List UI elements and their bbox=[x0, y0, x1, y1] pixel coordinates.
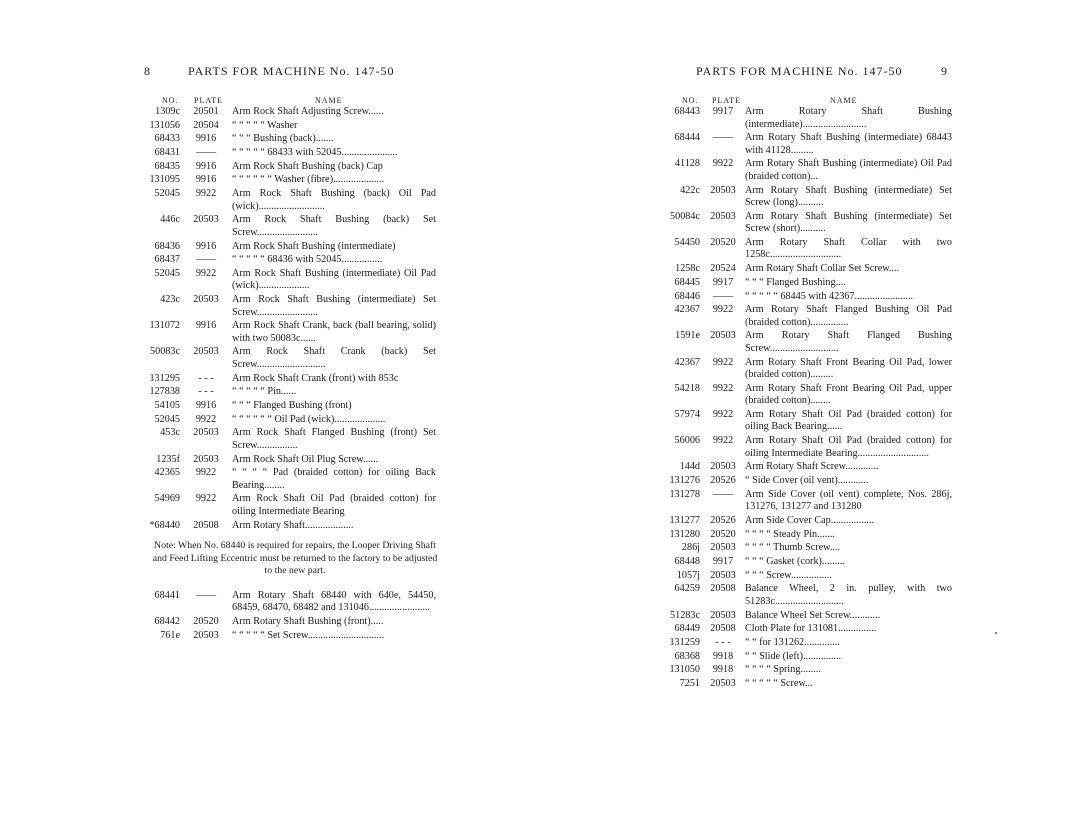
plate-number: 20503 bbox=[710, 569, 736, 581]
part-number: 131072 bbox=[149, 320, 180, 332]
part-number: 131095 bbox=[149, 174, 180, 186]
plate-number: 20503 bbox=[710, 461, 736, 473]
part-name: “ “ “ Screw................ bbox=[745, 569, 832, 581]
parts-list-entry bbox=[140, 373, 436, 386]
plate-number: 20526 bbox=[710, 475, 736, 486]
part-number: 42365 bbox=[154, 467, 180, 479]
parts-list-entry bbox=[660, 304, 952, 329]
part-number: 68446 bbox=[674, 290, 700, 302]
parts-list-entry bbox=[660, 132, 952, 157]
parts-list-entry bbox=[660, 623, 952, 636]
parts-list-entry bbox=[140, 106, 436, 119]
plate-number: 9916 bbox=[195, 160, 217, 172]
part-name: Arm Rotary Shaft Front Bearing Oil Pad, upper (braided cotton)........ bbox=[745, 382, 952, 407]
parts-list-entry bbox=[660, 106, 952, 131]
parts-list-entry bbox=[660, 651, 952, 664]
part-name: Arm Rotary Shaft Bushing (front)..... bbox=[232, 615, 384, 627]
parts-list-entry bbox=[660, 211, 952, 236]
part-number: 54218 bbox=[674, 382, 700, 394]
plate-number: 20520 bbox=[710, 528, 736, 540]
plate-number: 20501 bbox=[193, 106, 219, 117]
part-name: “ “ “ “ “ Pin...... bbox=[232, 386, 297, 398]
scan-speck bbox=[995, 632, 997, 634]
plate-number: 20503 bbox=[193, 629, 219, 641]
plate-number: 9922 bbox=[712, 408, 734, 420]
plate-number: 20508 bbox=[710, 623, 736, 635]
part-name: Arm Rock Shaft Bushing (back) Set Screw........................ bbox=[232, 214, 436, 238]
part-name: Arm Rotary Shaft Collar with two 1258c............................ bbox=[745, 236, 952, 261]
part-number: 68444 bbox=[674, 132, 700, 144]
plate-number: —— bbox=[712, 290, 734, 302]
part-number: 68433 bbox=[154, 133, 180, 145]
part-number: 68449 bbox=[674, 623, 700, 635]
plate-number: 9922 bbox=[712, 356, 734, 368]
part-number: 1235f bbox=[156, 453, 180, 465]
plate-number: 20503 bbox=[710, 609, 736, 621]
part-number: 56006 bbox=[674, 435, 700, 447]
parts-list-entry bbox=[660, 277, 952, 290]
part-number: 68448 bbox=[674, 555, 700, 567]
parts-list-entry bbox=[140, 294, 436, 319]
parts-list-entry bbox=[140, 174, 436, 187]
plate-number: - - - bbox=[198, 386, 214, 398]
parts-list-entry bbox=[140, 616, 436, 629]
part-number: 131277 bbox=[669, 514, 700, 526]
plate-number: —— bbox=[712, 488, 734, 500]
part-name: Arm Rotary Shaft 68440 with 640e, 54450, 68459, 68470, 68482 and 131046........................ bbox=[232, 589, 436, 614]
part-name: Arm Rotary Shaft Collar Set Screw.... bbox=[745, 263, 900, 275]
part-number: 453c bbox=[160, 427, 180, 439]
part-number: 68435 bbox=[154, 160, 180, 172]
part-number: 68443 bbox=[674, 106, 700, 117]
parts-list-entry bbox=[140, 414, 436, 427]
part-name: Arm Rock Shaft Oil Plug Screw...... bbox=[232, 453, 379, 465]
part-name: “ “ “ “ “ 68436 with 52045................ bbox=[232, 254, 383, 266]
part-number: 144d bbox=[679, 461, 700, 473]
plate-number: 20503 bbox=[193, 346, 219, 358]
plate-number: 9917 bbox=[712, 555, 734, 567]
part-name: Arm Side Cover Cap................. bbox=[745, 514, 875, 526]
part-name: Arm Rotary Shaft Bushing (intermediate) Set Screw (long).......... bbox=[745, 184, 952, 209]
part-name: Arm Rotary Shaft Bushing (intermediate) Oil Pad (braided cotton)... bbox=[745, 158, 952, 182]
part-name: Arm Rotary Shaft Oil Pad (braided cotton) for oiling Back Bearing...... bbox=[745, 408, 952, 433]
part-number: 68437 bbox=[154, 254, 180, 266]
part-number: 42367 bbox=[674, 304, 700, 316]
part-name: Arm Rotary Shaft Front Bearing Oil Pad, lower (braided cotton)......... bbox=[745, 356, 952, 381]
parts-list-entry bbox=[660, 357, 952, 382]
part-number: 1309c bbox=[155, 106, 180, 117]
plate-number: 9916 bbox=[195, 133, 217, 145]
part-number: 286j bbox=[681, 542, 700, 554]
plate-number: 9916 bbox=[195, 320, 217, 332]
plate-number: 9922 bbox=[195, 413, 217, 425]
page-number-text: 9 bbox=[941, 64, 948, 78]
plate-number: 20504 bbox=[193, 119, 219, 131]
part-name: “ “ “ Gasket (cork)......... bbox=[745, 555, 845, 567]
part-name: “ “ “ “ “ “ Washer (fibre).................... bbox=[232, 174, 385, 186]
part-number: 51283c bbox=[670, 609, 700, 621]
parts-list-entry bbox=[140, 214, 436, 239]
part-name: “ “ “ Flanged Bushing (front) bbox=[232, 400, 352, 411]
plate-number: 9922 bbox=[195, 267, 217, 279]
part-name: Arm Rock Shaft Crank (front) with 853c bbox=[232, 372, 399, 384]
parts-list-entry bbox=[660, 556, 952, 569]
column-header-name: NAME bbox=[830, 96, 858, 105]
part-name: Arm Rotary Shaft Flanged Bushing Screw........................... bbox=[745, 330, 952, 354]
parts-list-entry bbox=[140, 386, 436, 399]
parts-list-entry bbox=[660, 237, 952, 262]
plate-number: 20503 bbox=[193, 453, 219, 465]
part-name: Arm Rotary Shaft Bushing (intermediate) 68443 with 41128......... bbox=[745, 132, 952, 156]
part-number: *68440 bbox=[149, 519, 180, 531]
part-number: 52045 bbox=[154, 413, 180, 425]
part-number: 761e bbox=[160, 629, 180, 641]
part-number: 52045 bbox=[154, 188, 180, 200]
plate-number: —— bbox=[195, 147, 217, 159]
part-number: 54105 bbox=[154, 400, 180, 411]
parts-list-entry bbox=[660, 435, 952, 460]
plate-number: 20503 bbox=[193, 294, 219, 306]
column-header-no: NO. bbox=[162, 96, 179, 105]
running-head: PARTS FOR MACHINE No. 147-50 bbox=[696, 64, 903, 78]
plate-number: —— bbox=[712, 132, 734, 144]
parts-list-entry bbox=[140, 400, 436, 413]
part-name: “ “ “ “ Spring........ bbox=[745, 664, 821, 676]
part-name: Arm Rock Shaft Bushing (back) Oil Pad (wick).......................... bbox=[232, 188, 436, 212]
parts-list-entry bbox=[660, 570, 952, 583]
part-name: “ “ for 131262.............. bbox=[745, 636, 840, 648]
part-number: 422c bbox=[680, 184, 700, 196]
plate-number: 20503 bbox=[710, 677, 736, 689]
parts-list-entry bbox=[140, 540, 436, 578]
part-number: 131280 bbox=[669, 528, 700, 540]
part-name: Arm Rock Shaft Crank (back) Set Screw........................... bbox=[232, 346, 436, 370]
parts-list-entry bbox=[140, 241, 436, 254]
part-number: 423c bbox=[160, 294, 180, 306]
part-number: 68445 bbox=[674, 276, 700, 288]
part-number: 446c bbox=[160, 214, 180, 226]
part-number: 131295 bbox=[149, 372, 180, 384]
plate-number: 9916 bbox=[195, 400, 217, 411]
part-name: Arm Rotary Shaft Bushing (intermediate) Set Screw (short).......... bbox=[745, 210, 952, 235]
plate-number: 9922 bbox=[195, 188, 217, 200]
parts-list bbox=[660, 106, 952, 692]
part-name: “ “ “ “ Thumb Screw.... bbox=[745, 542, 841, 554]
part-number: 68368 bbox=[674, 650, 700, 662]
parts-list-entry bbox=[660, 475, 952, 488]
plate-number: 9922 bbox=[712, 435, 734, 447]
part-name: “ “ Slide (left)............... bbox=[745, 650, 842, 662]
repair-note: Note: When No. 68440 is required for repairs, the Looper Driving Shaft and Feed Lifting Eccentric must be returned to the factory to be adjusted to the new part. bbox=[152, 540, 438, 577]
parts-list-entry bbox=[660, 383, 952, 408]
part-name: “ Side Cover (oil vent)............ bbox=[745, 475, 869, 486]
plate-number: —— bbox=[195, 589, 217, 601]
plate-number: 20503 bbox=[193, 427, 219, 439]
part-number: 42367 bbox=[674, 356, 700, 368]
part-name: Arm Rotary Shaft Bushing (intermediate)......................... bbox=[745, 106, 952, 130]
part-name: “ “ “ “ “ Screw... bbox=[745, 677, 813, 689]
parts-list-entry bbox=[140, 493, 436, 518]
plate-number: 20503 bbox=[710, 184, 736, 196]
plate-number: - - - bbox=[198, 372, 214, 384]
parts-list-entry bbox=[660, 330, 952, 355]
part-name: Arm Rock Shaft Bushing (intermediate) Set Screw........................ bbox=[232, 294, 436, 318]
part-name: “ “ “ “ “ “ Oil Pad (wick).................... bbox=[232, 413, 386, 425]
parts-list-entry bbox=[660, 409, 952, 434]
parts-list-entry bbox=[660, 263, 952, 276]
parts-list-entry bbox=[660, 542, 952, 555]
plate-number: 9922 bbox=[712, 304, 734, 316]
plate-number: 9917 bbox=[712, 106, 734, 117]
part-name: “ “ “ “ “ Washer bbox=[232, 119, 298, 131]
parts-list-entry bbox=[140, 467, 436, 492]
parts-list-entry bbox=[140, 427, 436, 452]
parts-list-entry bbox=[660, 158, 952, 183]
part-number: 131259 bbox=[669, 636, 700, 648]
parts-list-entry bbox=[140, 188, 436, 213]
plate-number: 20508 bbox=[193, 519, 219, 531]
plate-number: 20503 bbox=[710, 542, 736, 554]
plate-number: 9916 bbox=[195, 174, 217, 186]
part-name: Arm Rotary Shaft................... bbox=[232, 519, 354, 531]
running-head: PARTS FOR MACHINE No. 147-50 bbox=[188, 64, 395, 78]
part-name: Arm Rock Shaft Bushing (intermediate) Oil Pad (wick).................... bbox=[232, 267, 436, 292]
part-number: 68436 bbox=[154, 240, 180, 252]
part-number: 41128 bbox=[674, 158, 700, 170]
part-number: 68431 bbox=[154, 147, 180, 159]
parts-list-entry bbox=[140, 147, 436, 160]
part-name: Arm Rock Shaft Bushing (back) Cap bbox=[232, 160, 383, 172]
part-name: “ “ “ “ “ 68445 with 42367....................... bbox=[745, 290, 914, 302]
parts-list-entry bbox=[660, 461, 952, 474]
part-number: 131278 bbox=[669, 488, 700, 500]
column-header-plate: PLATE bbox=[712, 96, 741, 105]
plate-number: - - - bbox=[715, 636, 731, 648]
part-name: “ “ “ Flanged Bushing.... bbox=[745, 276, 846, 288]
parts-list-entry bbox=[660, 637, 952, 650]
part-number: 68441 bbox=[154, 589, 180, 601]
part-name: Arm Rock Shaft Bushing (intermediate) bbox=[232, 240, 396, 252]
plate-number: 9922 bbox=[712, 382, 734, 394]
plate-number: 9916 bbox=[195, 240, 217, 252]
part-name: “ “ “ “ Pad (braided cotton) for oiling Back Bearing........ bbox=[232, 467, 436, 491]
part-name: Arm Rock Shaft Oil Pad (braided cotton) for oiling Intermediate Bearing bbox=[232, 493, 436, 517]
part-number: 68442 bbox=[154, 615, 180, 627]
parts-list-entry bbox=[140, 133, 436, 146]
part-name: “ “ “ “ “ 68433 with 52045...................... bbox=[232, 147, 398, 159]
page-number-text: 8 bbox=[144, 64, 151, 78]
parts-list-entry bbox=[660, 529, 952, 542]
parts-list-entry bbox=[660, 291, 952, 304]
part-name: Cloth Plate for 131081............... bbox=[745, 623, 877, 635]
part-name: Arm Rock Shaft Crank, back (ball bearing, solid) with two 50083c...... bbox=[232, 320, 436, 344]
plate-number: 20503 bbox=[710, 330, 736, 342]
part-name: Arm Rotary Shaft Screw............. bbox=[745, 461, 879, 473]
plate-number: 9918 bbox=[712, 650, 734, 662]
part-number: 54969 bbox=[154, 493, 180, 505]
part-number: 1591e bbox=[675, 330, 700, 342]
plate-number: 20520 bbox=[710, 236, 736, 248]
plate-number: 20524 bbox=[710, 263, 736, 275]
parts-list-entry bbox=[140, 254, 436, 267]
part-number: 1057j bbox=[676, 569, 700, 581]
part-name: “ “ “ “ Steady Pin....... bbox=[745, 528, 835, 540]
parts-list-entry bbox=[660, 610, 952, 623]
plate-number: 20503 bbox=[193, 214, 219, 226]
parts-list-entry bbox=[140, 161, 436, 174]
part-name: Arm Rotary Shaft Flanged Bushing Oil Pad (braided cotton)............... bbox=[745, 304, 952, 328]
plate-number: 9922 bbox=[195, 467, 217, 479]
parts-list-entry bbox=[140, 520, 436, 533]
plate-number: 9922 bbox=[195, 493, 217, 505]
right-page bbox=[540, 0, 1080, 834]
part-number: 7251 bbox=[679, 677, 700, 689]
part-name: Arm Rotary Shaft Oil Pad (braided cotton) for oiling Intermediate Bearing............................ bbox=[745, 435, 952, 459]
plate-number: 20503 bbox=[710, 210, 736, 222]
part-number: 50084c bbox=[670, 210, 700, 222]
part-number: 52045 bbox=[154, 267, 180, 279]
column-header-no: NO. bbox=[682, 96, 699, 105]
plate-number: 9918 bbox=[712, 664, 734, 676]
parts-list bbox=[140, 106, 436, 643]
parts-list-entry bbox=[140, 630, 436, 643]
page-number bbox=[941, 64, 947, 79]
part-name: Arm Rock Shaft Flanged Bushing (front) Set Screw................ bbox=[232, 427, 436, 451]
plate-number: 20520 bbox=[193, 615, 219, 627]
part-number: 57974 bbox=[674, 408, 700, 420]
column-header-plate: PLATE bbox=[194, 96, 223, 105]
plate-number: 9917 bbox=[712, 276, 734, 288]
parts-list-entry bbox=[660, 664, 952, 677]
page-number bbox=[144, 64, 150, 79]
parts-list-entry bbox=[140, 454, 436, 467]
parts-list-entry bbox=[660, 185, 952, 210]
part-name: “ “ “ “ “ Set Screw.............................. bbox=[232, 629, 385, 641]
parts-list-entry bbox=[660, 489, 952, 514]
parts-list-entry bbox=[140, 120, 436, 133]
part-number: 131050 bbox=[669, 664, 700, 676]
part-number: 127838 bbox=[149, 386, 180, 398]
part-name: Balance Wheel Set Screw............ bbox=[745, 609, 881, 621]
parts-list-entry bbox=[140, 346, 436, 371]
plate-number: 20526 bbox=[710, 514, 736, 526]
part-name: Arm Side Cover (oil vent) complete, Nos. 286j, 131276, 131277 and 131280 bbox=[745, 488, 952, 513]
part-number: 54450 bbox=[674, 236, 700, 248]
part-number: 131056 bbox=[149, 119, 180, 131]
part-number: 64259 bbox=[674, 583, 700, 595]
part-name: “ “ “ Bushing (back)....... bbox=[232, 133, 334, 145]
part-name: Arm Rock Shaft Adjusting Screw...... bbox=[232, 106, 384, 117]
parts-list-entry bbox=[660, 583, 952, 608]
plate-number: —— bbox=[195, 254, 217, 266]
parts-list-entry bbox=[660, 515, 952, 528]
parts-list-entry bbox=[140, 268, 436, 293]
plate-number: 20508 bbox=[710, 583, 736, 595]
plate-number: 9922 bbox=[712, 158, 734, 170]
column-header-name: NAME bbox=[315, 96, 343, 105]
part-name: Balance Wheel, 2 in. pulley, with two 51283c........................... bbox=[745, 583, 952, 607]
parts-list-entry bbox=[660, 678, 952, 691]
parts-list-entry bbox=[140, 320, 436, 345]
parts-list-entry bbox=[140, 590, 436, 615]
part-number: 1258c bbox=[675, 263, 700, 275]
part-number: 50083c bbox=[150, 346, 180, 358]
part-number: 131276 bbox=[669, 475, 700, 486]
